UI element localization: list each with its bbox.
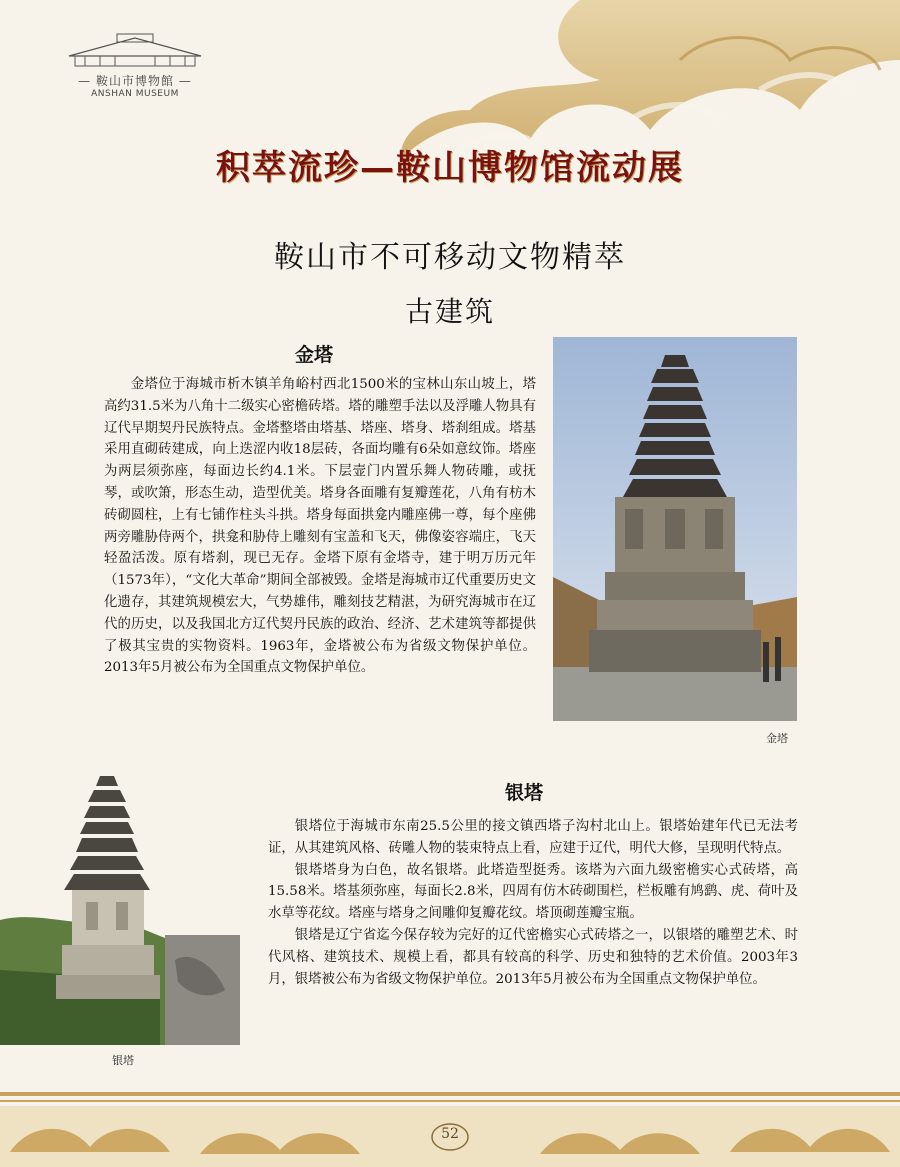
logo-name-en: ANSHAN MUSEUM bbox=[91, 89, 179, 99]
yinta-description bbox=[268, 816, 798, 990]
museum-building-icon bbox=[65, 30, 205, 70]
yinta-heading: 银塔 bbox=[505, 782, 544, 804]
yinta-paragraph: 银塔位于海城市东南25.5公里的接文镇西塔子沟村北山上。银塔始建年代已无法考证，从其建筑风格、砖雕人物的装束特点上看，应建于辽代，明代大修，呈现明代特点。 bbox=[268, 819, 798, 856]
jinta-heading: 金塔 bbox=[295, 344, 334, 366]
yinta-paragraph: 银塔是辽宁省迄今保存较为完好的辽代密檐实心式砖塔之一，以银塔的雕塑艺术、时代风格、建筑技术、规模上看，都具有较高的科学、历史和独特的艺术价值。2003年3月，银塔被公布为省级文物保护单位。2013年5月被公布为全国重点文物保护单位。 bbox=[268, 927, 798, 987]
main-title: 积萃流珍—鞍山博物馆流动展 bbox=[216, 148, 684, 188]
section-title: 鞍山市不可移动文物精萃 bbox=[274, 240, 626, 275]
yinta-photo bbox=[0, 770, 240, 1045]
subsection-title: 古建筑 bbox=[404, 295, 495, 328]
museum-logo bbox=[55, 30, 215, 110]
yinta-paragraph: 银塔塔身为白色，故名银塔。此塔造型挺秀。该塔为六面九级密檐实心式砖塔，高15.58米。塔基须弥座，每面长2.8米，四周有仿木砖砌围栏，栏板雕有鸠鹞、虎、荷叶及水草等花纹。塔座与塔身之间雕仰复瓣花纹。塔顶砌莲瓣宝瓶。 bbox=[268, 862, 798, 922]
jinta-photo bbox=[553, 337, 797, 721]
jinta-caption: 金塔 bbox=[766, 732, 788, 745]
logo-name-cn: — 鞍山市博物館 — bbox=[78, 74, 192, 88]
page-number: 52 bbox=[441, 1126, 459, 1142]
jinta-description: 金塔位于海城市析木镇羊角峪村西北1500米的宝林山东山坡上，塔高约31.5米为八角十二级实心密檐砖塔。塔的雕塑手法以及浮雕人物具有辽代早期契丹民族特点。金塔整塔由塔基、塔座、塔身、塔刹组成。塔基采用直砌砖建成，向上迭涩内收18层砖，各面均雕有6朵如意纹饰。塔座为两层须弥座，每面边长约4.1米。下层壸门内置乐舞人物砖雕，或抚琴，或吹箫，形态生动，造型优美。塔身各面雕有复瓣莲花，八角有枋木砖砌圆柱，上有七铺作柱头斗拱。塔身每面拱龛内雕座佛一尊，每个座佛两旁雕胁侍两个，拱龛和胁侍上雕刻有宝盖和飞天，佛像姿容端庄，飞天轻盈活泼。原有塔刹，现已无存。金塔下原有金塔寺，建于明万历元年（1573年），“文化大革命”期间全部被毁。金塔是海城市辽代重要历史文化遗存，其建筑规模宏大，气势雄伟，雕刻技艺精湛，为研究海城市在辽代的历史，以及我国北方辽代契丹民族的政治、经济、艺术建筑等都提供了极其宝贵的实物资料。1963年，金塔被公布为省级文物保护单位。2013年5月被公布为全国重点文物保护单位。 bbox=[104, 377, 536, 676]
yinta-caption: 银塔 bbox=[112, 1054, 134, 1067]
